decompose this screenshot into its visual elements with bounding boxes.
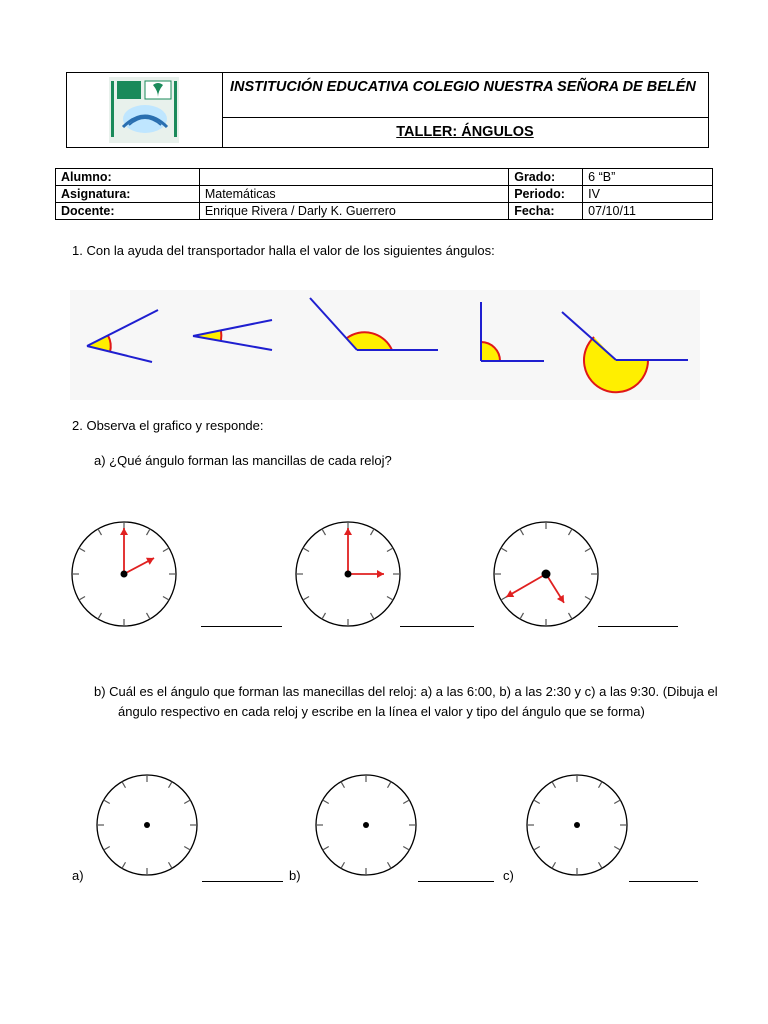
question-2a: a) ¿Qué ángulo forman las mancillas de cada reloj?	[94, 453, 392, 468]
answer-line-c[interactable]	[629, 881, 698, 882]
clock-center-dot	[363, 822, 369, 828]
fecha-value: 07/10/11	[583, 203, 713, 220]
school-logo-icon	[109, 77, 179, 143]
clock-center-dot	[345, 571, 352, 578]
answer-line-3[interactable]	[598, 626, 678, 627]
label-a: a)	[72, 868, 84, 883]
answer-line-b[interactable]	[418, 881, 494, 882]
clock-1	[70, 520, 178, 628]
label-c: c)	[503, 868, 514, 883]
question-1: 1. Con la ayuda del transportador halla el valor de los siguientes ángulos:	[72, 243, 495, 258]
question-2b-line1: b) Cuál es el ángulo que forman las manecillas del reloj: a) a las 6:00, b) a las 2:30 y c) a las 9:30. (Dibuja el	[94, 684, 718, 699]
table-row	[56, 203, 713, 220]
clock-center-dot	[574, 822, 580, 828]
question-2b-line2: ángulo respectivo en cada reloj y escribe en la línea el valor y tipo del ángulo que se forma)	[118, 704, 645, 719]
fecha-label: Fecha:	[509, 203, 583, 220]
table-row	[56, 169, 713, 186]
periodo-value: IV	[583, 186, 713, 203]
empty-clock-a[interactable]	[95, 773, 199, 877]
empty-clock-b[interactable]	[314, 773, 418, 877]
asignatura-value: Matemáticas	[199, 186, 508, 203]
header-title-row	[222, 73, 708, 118]
workshop-title: TALLER: ÁNGULOS	[396, 124, 534, 140]
clock-center-dot	[121, 571, 128, 578]
answer-line-1[interactable]	[201, 626, 282, 627]
clock-3	[492, 520, 600, 628]
empty-clock-c[interactable]	[525, 773, 629, 877]
institution-title: INSTITUCIÓN EDUCATIVA COLEGIO NUESTRA SEÑORA DE BELÉN	[230, 79, 696, 95]
header-workshop-row	[222, 117, 708, 147]
table-row	[56, 186, 713, 203]
asignatura-label: Asignatura:	[56, 186, 200, 203]
grado-value: 6 “B”	[583, 169, 713, 186]
header-box	[66, 72, 709, 148]
answer-line-2[interactable]	[400, 626, 474, 627]
label-b: b)	[289, 868, 301, 883]
answer-line-a[interactable]	[202, 881, 283, 882]
clock-center-dot	[144, 822, 150, 828]
docente-label: Docente:	[56, 203, 200, 220]
alumno-field[interactable]	[199, 169, 508, 186]
question-2: 2. Observa el grafico y responde:	[72, 418, 264, 433]
student-info-table	[55, 168, 713, 220]
alumno-label: Alumno:	[56, 169, 200, 186]
periodo-label: Periodo:	[509, 186, 583, 203]
angles-figure	[70, 290, 700, 400]
clock-2	[294, 520, 402, 628]
grado-label: Grado:	[509, 169, 583, 186]
clock-center-dot	[542, 570, 551, 579]
docente-value: Enrique Rivera / Darly K. Guerrero	[199, 203, 508, 220]
logo-cell	[67, 73, 223, 147]
